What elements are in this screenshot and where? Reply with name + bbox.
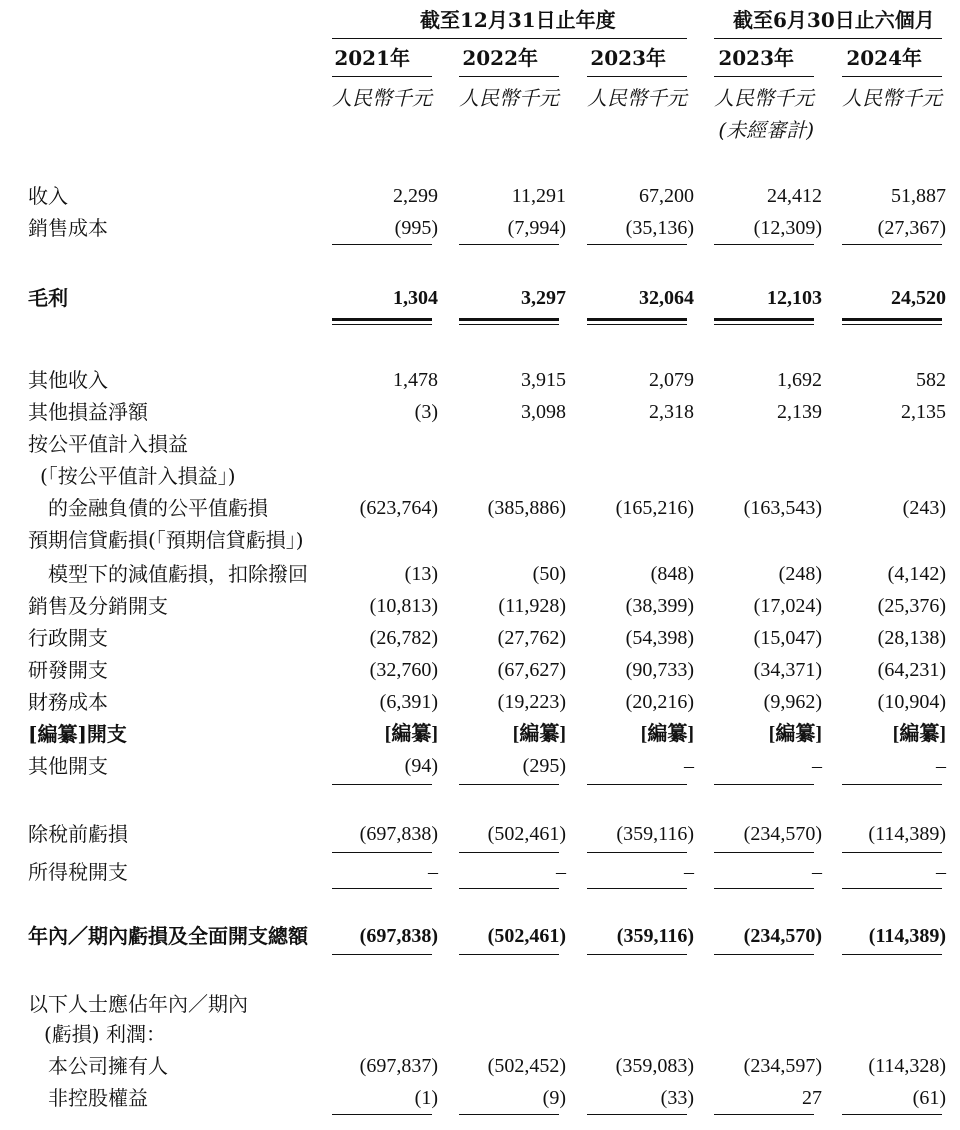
subtotal-rule — [332, 888, 432, 889]
table-cell: (33) — [660, 1087, 694, 1109]
bottom-rule — [714, 1114, 814, 1115]
row-label: 以下人士應佔年內／期內 — [28, 992, 248, 1016]
table-cell: (234,597) — [743, 1055, 822, 1077]
table-cell: (17,024) — [753, 595, 822, 617]
year-header-1: 2021年 — [334, 46, 410, 70]
subtotal-rule — [842, 888, 942, 889]
unaudited-note: (未經審計) — [718, 118, 814, 142]
table-cell: (502,461) — [487, 823, 566, 845]
table-cell: 27 — [802, 1087, 822, 1109]
table-cell: (114,328) — [868, 1055, 946, 1077]
table-cell: – — [684, 861, 694, 883]
table-cell: (32,760) — [369, 659, 438, 681]
bottom-rule — [587, 1114, 687, 1115]
table-cell: (359,116) — [616, 925, 694, 947]
row-label: 除稅前虧損 — [28, 822, 128, 846]
subtotal-rule — [587, 888, 687, 889]
table-cell: (697,838) — [359, 925, 438, 947]
table-cell: (90,733) — [625, 659, 694, 681]
subtotal-rule — [587, 244, 687, 245]
row-label: (「按公平值計入損益」) — [40, 464, 236, 488]
table-cell: [編纂] — [512, 723, 566, 745]
table-cell: 24,520 — [891, 287, 946, 309]
table-cell: (20,216) — [625, 691, 694, 713]
table-cell: (94) — [404, 755, 438, 777]
row-label: 本公司擁有人 — [48, 1054, 168, 1078]
table-cell: (34,371) — [753, 659, 822, 681]
bottom-rule — [842, 1114, 942, 1115]
table-cell: 2,139 — [777, 401, 822, 423]
table-cell: (359,116) — [616, 823, 694, 845]
unit-header-1: 人民幣千元 — [332, 86, 432, 110]
row-label: 其他收入 — [28, 368, 108, 392]
table-cell: (163,543) — [743, 497, 822, 519]
table-cell: (6,391) — [379, 691, 438, 713]
table-cell: (11,928) — [498, 595, 566, 617]
table-cell: (50) — [532, 563, 566, 585]
table-cell: (114,389) — [868, 823, 946, 845]
table-cell: (19,223) — [497, 691, 566, 713]
table-cell: (9) — [542, 1087, 566, 1109]
unit-header-3: 人民幣千元 — [587, 86, 687, 110]
table-cell: 67,200 — [639, 185, 694, 207]
total-double-rule — [459, 318, 559, 325]
table-cell: 2,299 — [393, 185, 438, 207]
table-cell: (9,962) — [763, 691, 822, 713]
table-cell: (7,994) — [507, 217, 566, 239]
subtotal-rule — [332, 784, 432, 785]
subtotal-rule — [842, 244, 942, 245]
unit-header-4: 人民幣千元 — [714, 86, 814, 110]
table-cell: (234,570) — [743, 823, 822, 845]
table-cell: (165,216) — [615, 497, 694, 519]
subtotal-rule — [842, 784, 942, 785]
row-label: (虧損) 利潤： — [44, 1022, 166, 1046]
header-group1-rule — [332, 38, 687, 39]
subtotal-rule — [459, 784, 559, 785]
row-label: 銷售及分銷開支 — [28, 594, 168, 618]
row-label: 非控股權益 — [48, 1086, 148, 1110]
table-cell: (502,452) — [487, 1055, 566, 1077]
subtotal-rule — [459, 244, 559, 245]
table-cell: 3,297 — [521, 287, 566, 309]
table-cell: 1,304 — [393, 287, 438, 309]
total-double-rule — [714, 318, 814, 325]
table-cell: (697,837) — [359, 1055, 438, 1077]
table-cell: (697,838) — [359, 823, 438, 845]
table-cell: – — [812, 861, 822, 883]
row-label: 按公平值計入損益 — [28, 432, 188, 456]
total-rule — [332, 954, 432, 955]
row-label: 行政開支 — [28, 626, 108, 650]
table-cell: (385,886) — [487, 497, 566, 519]
table-cell: (61) — [912, 1087, 946, 1109]
table-cell: – — [812, 755, 822, 777]
bottom-rule — [332, 1114, 432, 1115]
year-rule — [842, 76, 942, 77]
row-label: 的金融負債的公平值虧損 — [48, 496, 268, 520]
table-cell: (995) — [394, 217, 438, 239]
table-cell: (25,376) — [877, 595, 946, 617]
table-cell: – — [936, 755, 946, 777]
subtotal-rule — [587, 784, 687, 785]
year-header-2: 2022年 — [462, 46, 538, 70]
table-cell: (15,047) — [753, 627, 822, 649]
row-label: 收入 — [28, 184, 68, 208]
table-cell: (3) — [414, 401, 438, 423]
header-group-year-ended: 截至12月31日止年度 — [420, 8, 616, 32]
table-cell: (28,138) — [877, 627, 946, 649]
table-cell: 51,887 — [891, 185, 946, 207]
table-cell: (248) — [778, 563, 822, 585]
table-cell: – — [936, 861, 946, 883]
table-cell: (67,627) — [497, 659, 566, 681]
year-header-4: 2023年 — [718, 46, 794, 70]
table-cell: 24,412 — [767, 185, 822, 207]
year-rule — [587, 76, 687, 77]
table-cell: (12,309) — [753, 217, 822, 239]
subtotal-rule — [714, 244, 814, 245]
subtotal-rule — [714, 888, 814, 889]
table-cell: (295) — [522, 755, 566, 777]
row-label: [編纂]開支 — [28, 722, 127, 746]
total-double-rule — [587, 318, 687, 325]
year-rule — [332, 76, 432, 77]
table-cell: [編纂] — [768, 723, 822, 745]
table-cell: 1,692 — [777, 369, 822, 391]
year-header-3: 2023年 — [590, 46, 666, 70]
table-cell: [編纂] — [640, 723, 694, 745]
table-cell: (38,399) — [625, 595, 694, 617]
table-cell: 12,103 — [767, 287, 822, 309]
table-cell: [編纂] — [384, 723, 438, 745]
table-cell: 582 — [916, 369, 946, 391]
table-cell: (35,136) — [625, 217, 694, 239]
row-label: 所得稅開支 — [28, 860, 128, 884]
table-cell: (4,142) — [887, 563, 946, 585]
year-rule — [714, 76, 814, 77]
table-cell: (10,904) — [877, 691, 946, 713]
table-cell: (27,367) — [877, 217, 946, 239]
table-cell: (234,570) — [743, 925, 822, 947]
bottom-rule — [459, 1114, 559, 1115]
row-label: 預期信貸虧損(「預期信貸虧損」) — [28, 528, 304, 552]
table-cell: (359,083) — [615, 1055, 694, 1077]
total-rule — [714, 954, 814, 955]
table-cell: 3,915 — [521, 369, 566, 391]
header-group2-rule — [714, 38, 942, 39]
table-cell: (10,813) — [369, 595, 438, 617]
subtotal-rule — [459, 888, 559, 889]
row-label: 其他損益淨額 — [28, 400, 148, 424]
row-label: 毛利 — [28, 286, 68, 310]
total-double-rule — [842, 318, 942, 325]
row-label: 財務成本 — [28, 690, 108, 714]
subtotal-rule — [714, 852, 814, 853]
table-cell: (54,398) — [625, 627, 694, 649]
table-cell: – — [428, 861, 438, 883]
table-cell: (623,764) — [359, 497, 438, 519]
table-cell: (1) — [414, 1087, 438, 1109]
table-cell: 2,079 — [649, 369, 694, 391]
table-cell: 1,478 — [393, 369, 438, 391]
table-cell: 2,318 — [649, 401, 694, 423]
row-label: 年內／期內虧損及全面開支總額 — [28, 924, 308, 948]
table-cell: (502,461) — [487, 925, 566, 947]
table-cell: [編纂] — [892, 723, 946, 745]
table-cell: (13) — [404, 563, 438, 585]
table-cell: (27,762) — [497, 627, 566, 649]
unit-header-2: 人民幣千元 — [459, 86, 559, 110]
subtotal-rule — [332, 244, 432, 245]
row-label: 模型下的減值虧損，扣除撥回 — [48, 562, 308, 586]
table-cell: 32,064 — [639, 287, 694, 309]
table-cell: (26,782) — [369, 627, 438, 649]
table-cell: (64,231) — [877, 659, 946, 681]
table-cell: – — [684, 755, 694, 777]
table-cell: 2,135 — [901, 401, 946, 423]
unit-header-5: 人民幣千元 — [842, 86, 942, 110]
row-label: 銷售成本 — [28, 216, 108, 240]
total-double-rule — [332, 318, 432, 325]
header-group-six-months: 截至6月30日止六個月 — [733, 8, 935, 32]
total-rule — [587, 954, 687, 955]
total-rule — [459, 954, 559, 955]
table-cell: 3,098 — [521, 401, 566, 423]
total-rule — [842, 954, 942, 955]
subtotal-rule — [714, 784, 814, 785]
row-label: 其他開支 — [28, 754, 108, 778]
subtotal-rule — [459, 852, 559, 853]
table-cell: (114,389) — [868, 925, 946, 947]
table-cell: – — [556, 861, 566, 883]
year-rule — [459, 76, 559, 77]
table-cell: 11,291 — [511, 185, 566, 207]
subtotal-rule — [842, 852, 942, 853]
table-cell: (243) — [902, 497, 946, 519]
table-cell: (848) — [650, 563, 694, 585]
row-label: 研發開支 — [28, 658, 108, 682]
subtotal-rule — [332, 852, 432, 853]
year-header-5: 2024年 — [846, 46, 922, 70]
subtotal-rule — [587, 852, 687, 853]
